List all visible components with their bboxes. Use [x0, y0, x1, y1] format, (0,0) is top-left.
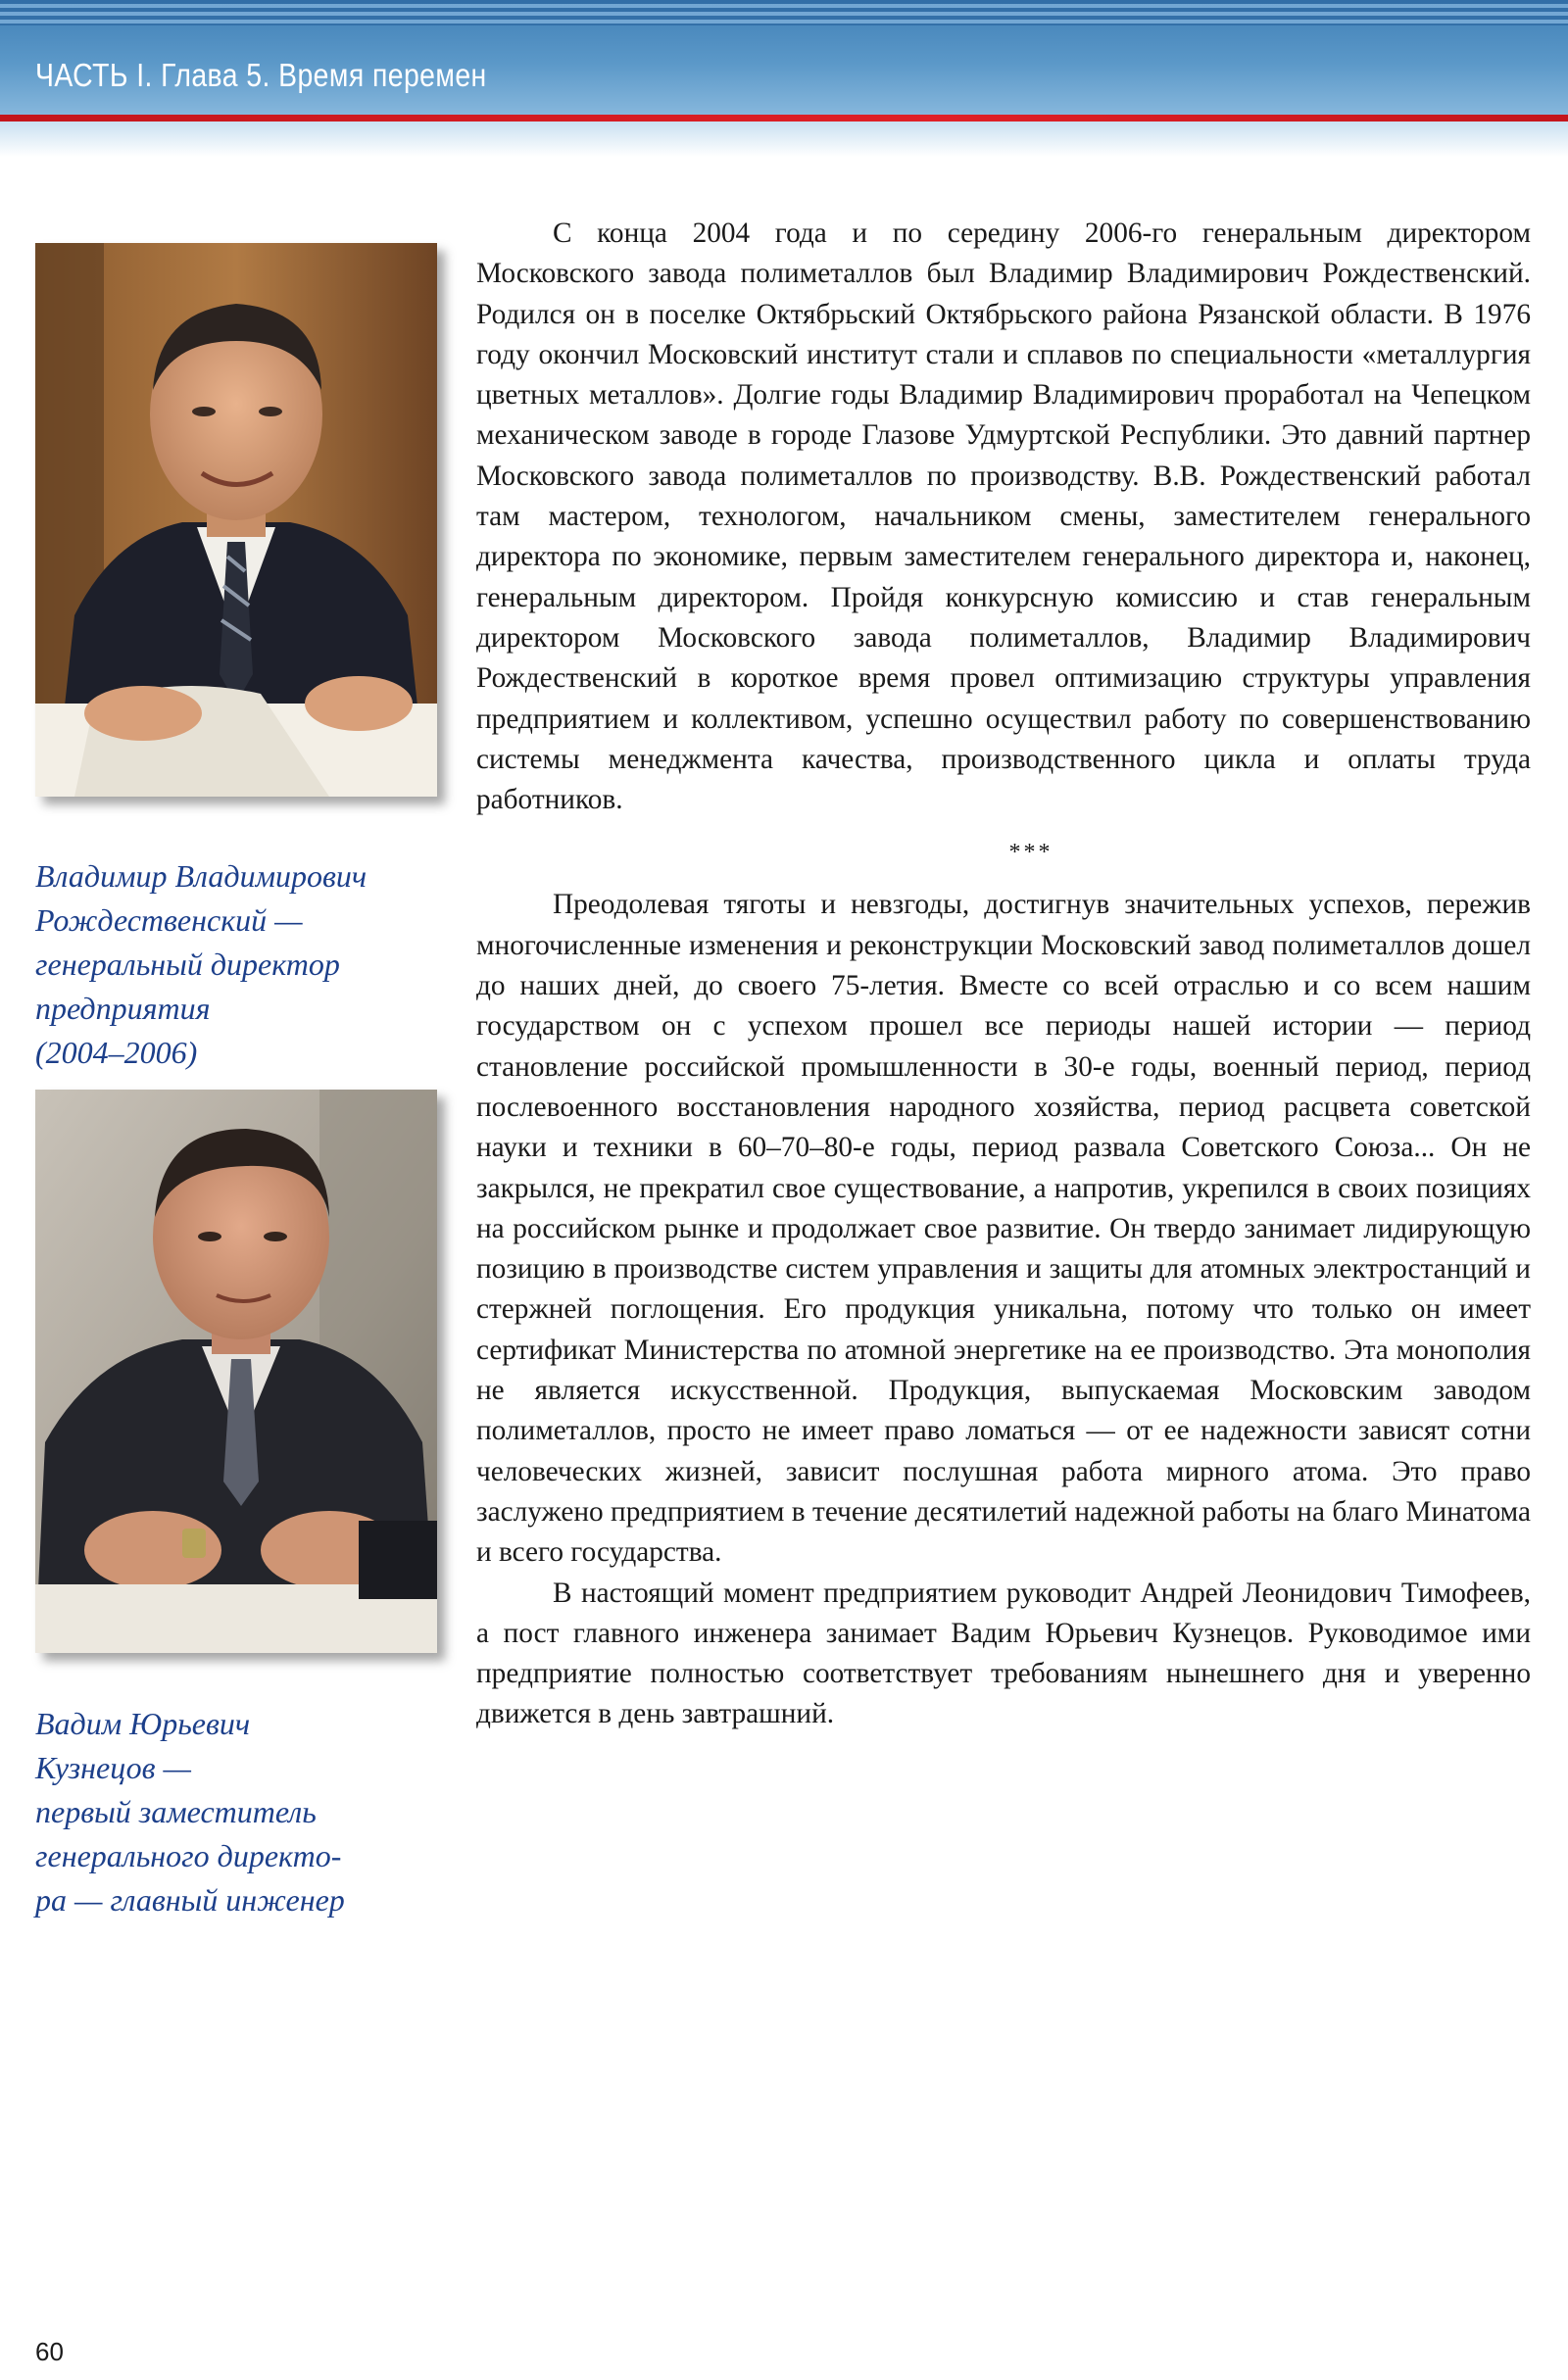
body-paragraph-1: С конца 2004 года и по середину 2006-го генеральным директором Московского завода полиметаллов был Владимир Владимирович Рождественский. Родился он в поселке Октябрьский Октябрьского района Рязанской области. В 1976 году окончил Московский институт стали и сплавов по специальности «металлургия цветных металлов». Долгие годы Владимир Владимирович проработал на Чепецком механическом заводе в городе Глазове Удмуртской Республики. Это давний партнер Московского завода полиметаллов по производству. В.В. Рождественский работал там мастером, технологом, начальником смены, заместителем генерального директора по экономике, первым заместителем генерального директора и, наконец, генеральным директором. Пройдя конкурсную комиссию и став генеральным директором Московского завода полиметаллов, Владимир Владимирович Рождественский в короткое время провел оптимизацию структуры управления предприятием и коллективом, успешно осуществил работу по совершенствованию системы менеджмента качества, производственного цикла и оплаты труда работников.	[476, 218, 1531, 816]
body-text-column	[476, 214, 1531, 1735]
caption-line: Вадим Юрьевич	[35, 1706, 251, 1741]
portrait-rozhdestvensky-icon	[35, 243, 437, 797]
portrait-photo-2	[35, 1090, 437, 1653]
caption-line: ра — главный инженер	[35, 1882, 345, 1918]
caption-line: (2004–2006)	[35, 1035, 198, 1070]
caption-line: первый заместитель	[35, 1794, 317, 1829]
chapter-title: ЧАСТЬ I. Глава 5. Время перемен	[35, 57, 487, 93]
caption-line: генеральный директор	[35, 947, 340, 982]
body-paragraph-2: Преодолевая тяготы и невзгоды, достигнув значительных успехов, пережив многочисленные изменения и реконструкции Московский завод полиметаллов дошел до наших дней, до своего 75-летия. Вместе со всей отраслью и со всем нашим государством он с успехом прошел все периоды нашей истории — период становление российской промышленности в 30-е годы, военный период, период послевоенного восстановления народного хозяйства, период расцвета советской науки и техники в 60–70–80-е годы, период развала Советского Союза... Он не закрылся, не прекратил свое существование, а напротив, укрепился в своих позициях на российском рынке и продолжает свое развитие. Он твердо занимает лидирующую позицию в производстве систем управления и защиты для атомных электростанций и стержней поглощения. Его продукция уникальна, потому что только он имеет сертификат Министерства по атомной энергетике на ее производство. Эта монополия не является искусственной. Продукция, выпускаемая Московским заводом полиметаллов, просто не имеет право ломаться — от ее надежности зависят сотни человеческих жизней, зависит послушная работа мирного атома. Это право заслужено предприятием в течение десятилетий надежной работы на благо Минатома и всего государства.	[476, 889, 1531, 1569]
section-separator: ***	[1008, 840, 1054, 866]
photo-caption-2	[35, 1702, 437, 1922]
header-fade	[0, 121, 1568, 157]
caption-line: генерального директо-	[35, 1838, 342, 1873]
caption-line: Кузнецов —	[35, 1750, 191, 1785]
page-number: 60	[35, 2337, 64, 2366]
portrait-photo-1	[35, 243, 437, 797]
body-paragraph-3: В настоящий момент предприятием руководит Андрей Леонидович Тимофеев, а пост главного инженера занимает Вадим Юрьевич Кузнецов. Руководимое ими предприятие полностью соответствует требованиям нынешнего дня и уверенно движется в день завтрашний.	[476, 1577, 1531, 1730]
caption-line: Владимир Владимирович	[35, 858, 368, 894]
header-red-line	[0, 115, 1568, 121]
photo-caption-1	[35, 854, 437, 1075]
caption-line: Рождественский —	[35, 902, 303, 938]
caption-line: предприятия	[35, 991, 211, 1026]
header-stripes	[0, 0, 1568, 25]
chapter-header	[0, 0, 1568, 157]
portrait-kuznetsov-icon	[35, 1090, 437, 1653]
